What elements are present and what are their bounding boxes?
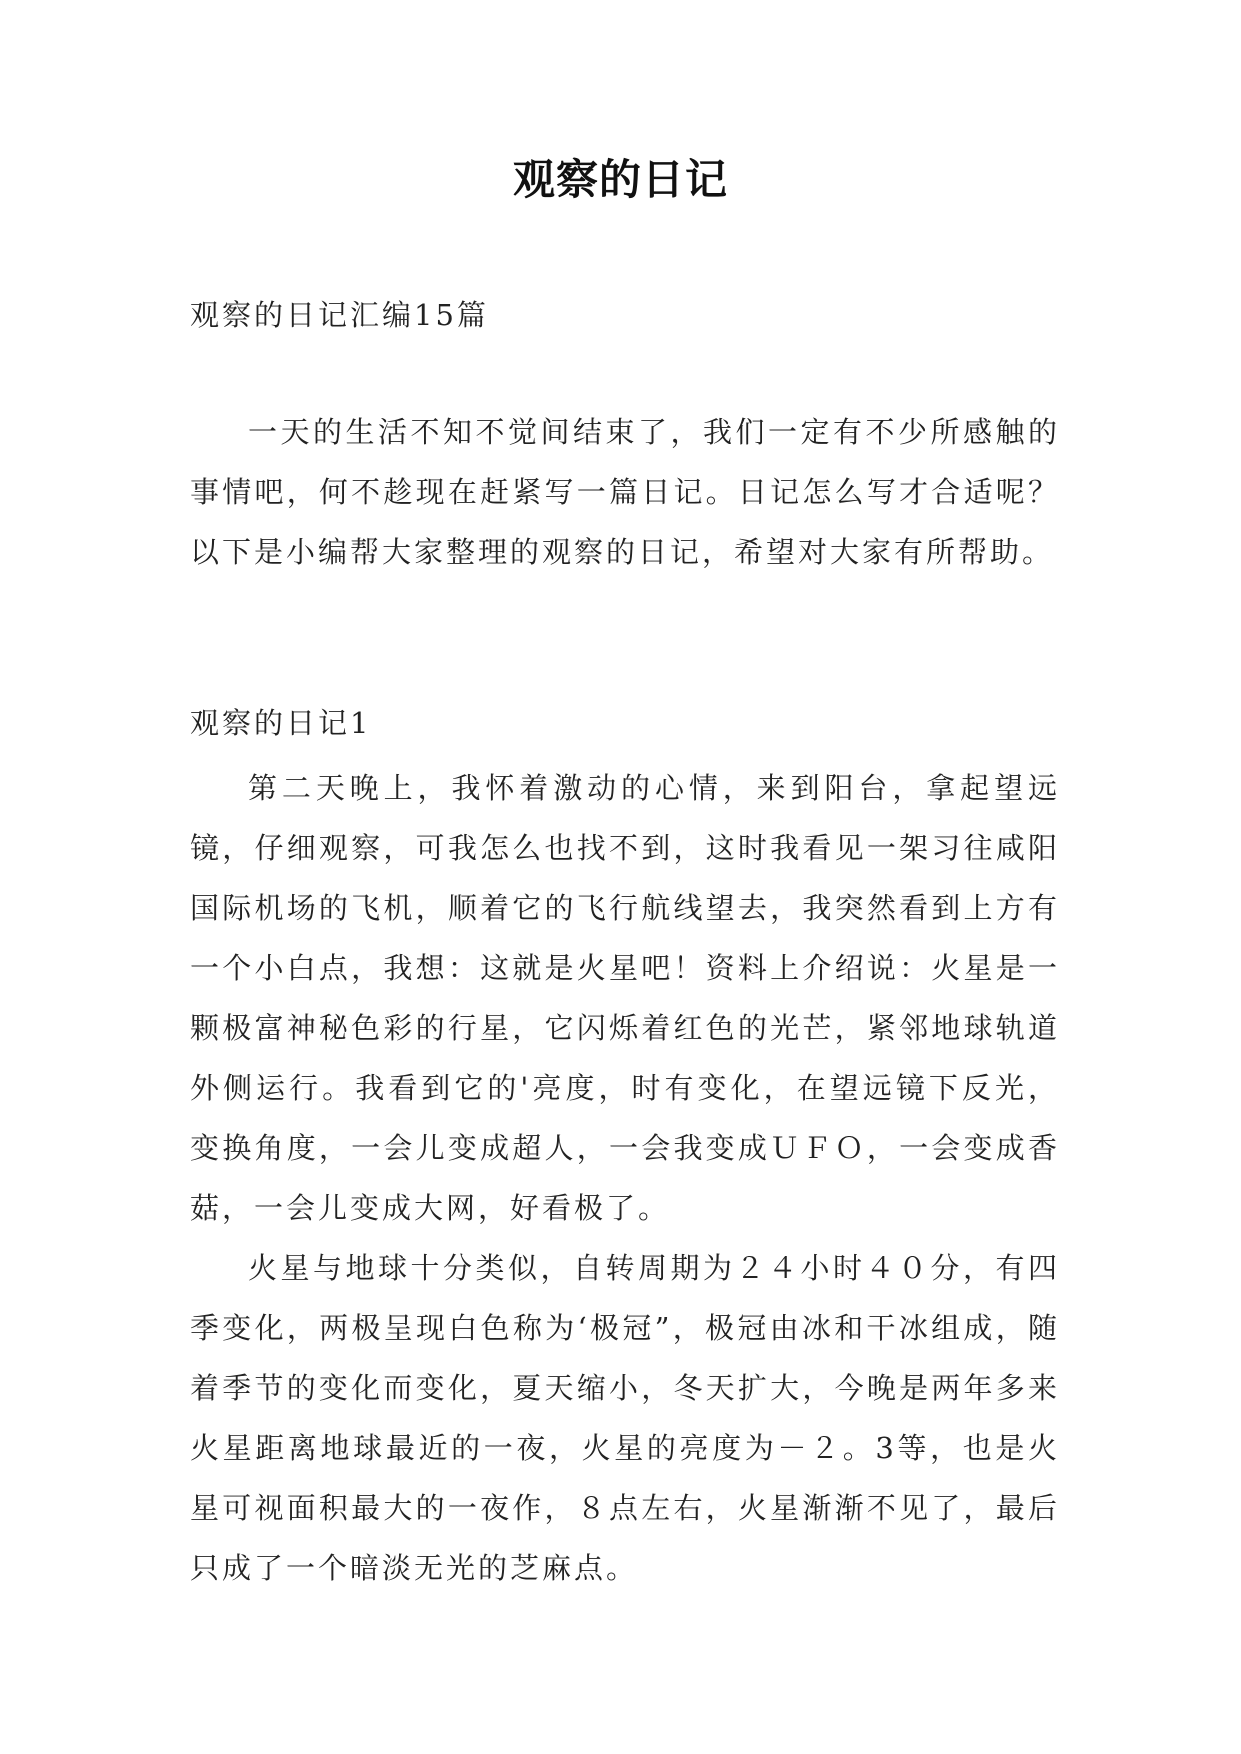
body-paragraph-2: 火星与地球十分类似，自转周期为２４小时４０分，有四季变化，两极呈现白色称为‘极冠”，极冠由冰和干冰组成，随着季节的变化而变化，夏天缩小，冬天扩大，今晚是两年多来火星距离地球最近的一夜，火星的亮度为－２。3等，也是火星可视面积最大的一夜作，８点左右，火星渐渐不见了，最后只成了一个暗淡无光的芝麻点。	[190, 1251, 1060, 1585]
document-subtitle: 观察的日记汇编15篇	[190, 298, 489, 332]
diary-body	[190, 758, 1060, 1598]
body-paragraph-1: 第二天晚上，我怀着激动的心情，来到阳台，拿起望远镜，仔细观察，可我怎么也找不到，这时我看见一架习往咸阳国际机场的飞机，顺着它的飞行航线望去，我突然看到上方有一个小白点，我想：这就是火星吧！资料上介绍说：火星是一颗极富神秘色彩的行星，它闪烁着红色的光芒，紧邻地球轨道外侧运行。我看到它的'亮度，时有变化，在望远镜下反光，变换角度，一会儿变成超人，一会我变成ＵＦＯ，一会变成香菇，一会儿变成大网，好看极了。	[190, 771, 1060, 1225]
intro-paragraph: 一天的生活不知不觉间结束了，我们一定有不少所感触的事情吧，何不趁现在赶紧写一篇日记。日记怎么写才合适呢？以下是小编帮大家整理的观察的日记，希望对大家有所帮助。	[190, 415, 1060, 569]
intro-block	[190, 402, 1060, 582]
section-heading: 观察的日记1	[190, 706, 372, 740]
document-title: 观察的日记	[512, 155, 728, 204]
